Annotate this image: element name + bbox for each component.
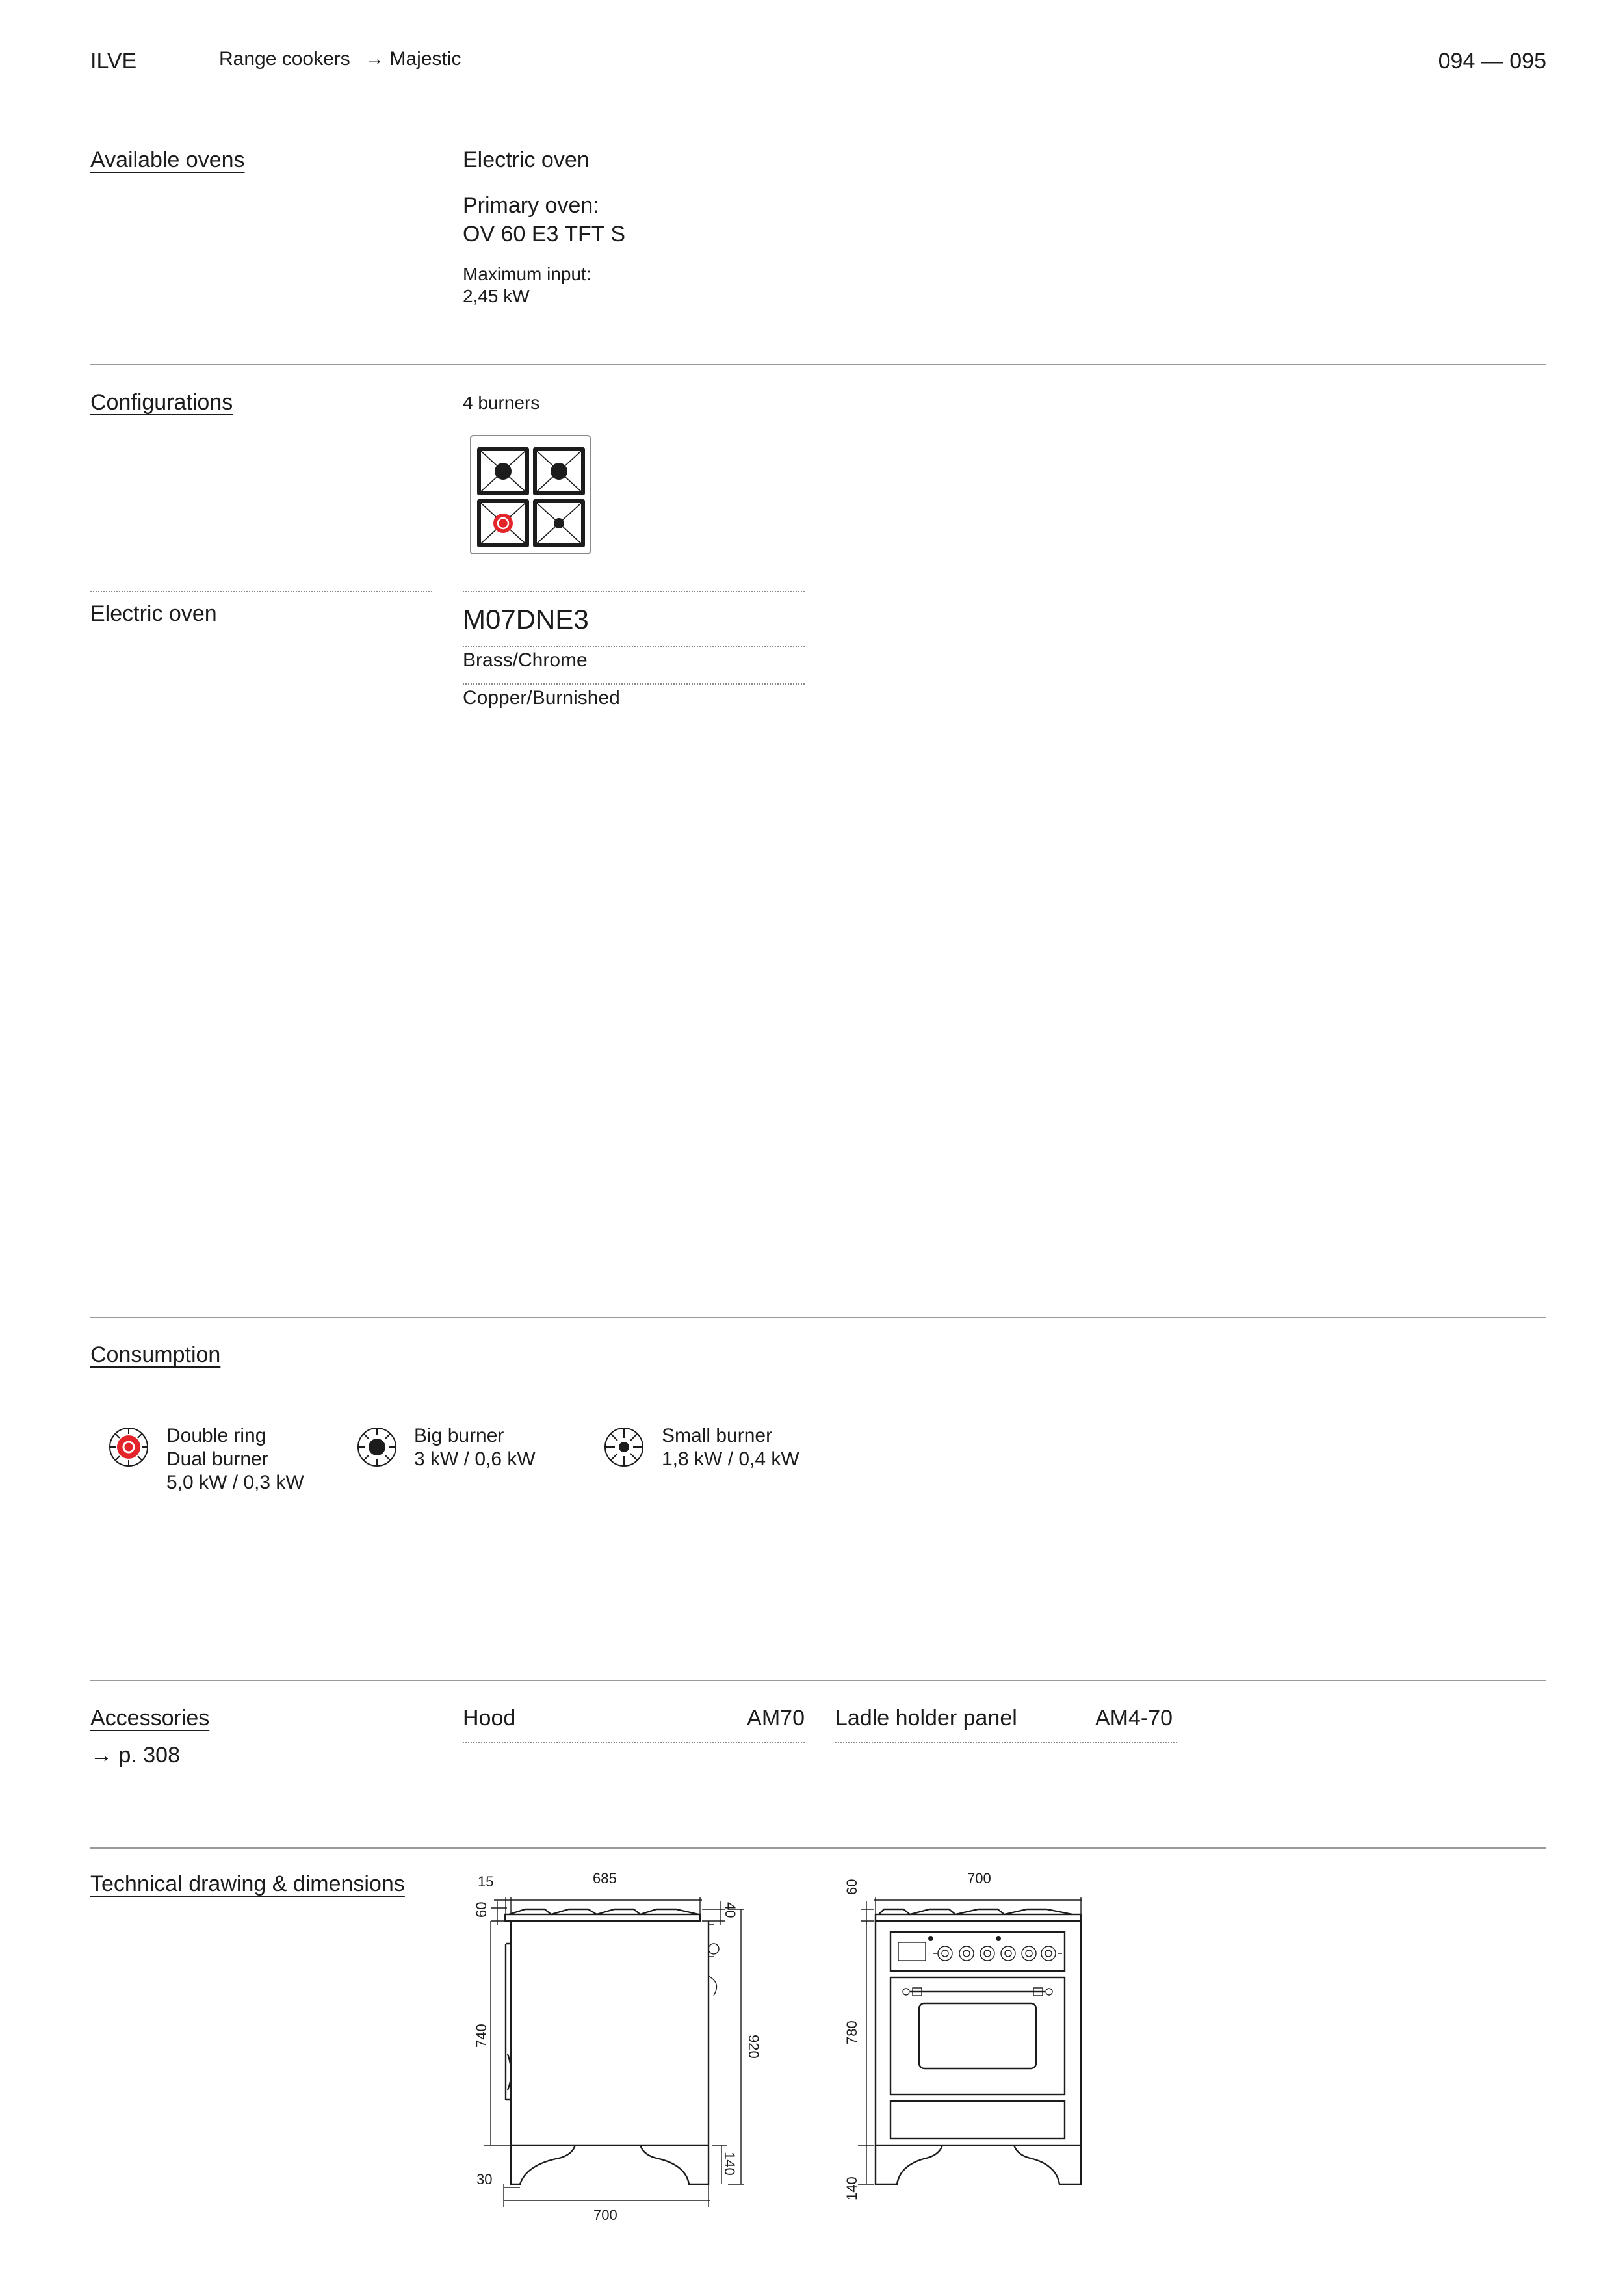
consumption-item [662, 1424, 799, 1471]
accessory-code: AM70 [747, 1706, 805, 1730]
divider [90, 1847, 1546, 1849]
page-numbers: 094 — 095 [1438, 49, 1546, 73]
accessories-page-link[interactable]: → p. 308 [90, 1743, 180, 1768]
divider-dotted [90, 591, 432, 592]
accessory-item-ladle-holder[interactable] [835, 1704, 1177, 1732]
section-title-consumption: Consumption [90, 1342, 221, 1367]
maximum-input-label: Maximum input: [463, 264, 591, 284]
dim-label: 700 [593, 2207, 617, 2223]
primary-oven-label: Primary oven: [463, 193, 599, 218]
burner-power: 3 kW / 0,6 kW [414, 1448, 536, 1470]
divider-dotted [835, 1742, 1177, 1743]
primary-oven-value: OV 60 E3 TFT S [463, 222, 626, 246]
oven-type: Electric oven [463, 148, 590, 172]
big-burner-icon [356, 1426, 398, 1468]
dim-label: 740 [473, 2024, 489, 2048]
breadcrumb-section[interactable]: Range cookers [219, 48, 350, 70]
accessory-name: Hood [463, 1706, 516, 1730]
accessory-code: AM4-70 [1095, 1706, 1173, 1730]
dim-label: 780 [844, 2020, 860, 2044]
breadcrumb-page[interactable]: Majestic [389, 48, 461, 70]
accessory-item-hood[interactable] [463, 1704, 805, 1732]
divider-dotted [463, 1742, 805, 1743]
maximum-input-value: 2,45 kW [463, 286, 530, 306]
side-view-drawing [455, 1859, 767, 2230]
divider [90, 364, 1546, 365]
primary-oven [463, 191, 625, 248]
dim-label: 920 [746, 2035, 762, 2059]
section-title-accessories: Accessories [90, 1706, 210, 1730]
divider [90, 1317, 1546, 1318]
dim-label: 140 [721, 2152, 738, 2176]
section-title-configurations: Configurations [90, 390, 233, 415]
burner-name: Small burner [662, 1425, 773, 1446]
cooktop-4-burner-icon [469, 434, 593, 555]
model-code[interactable]: M07DNE3 [463, 604, 589, 634]
finish-option[interactable]: Copper/Burnished [463, 687, 620, 709]
divider-dotted [463, 591, 805, 592]
consumption-item [414, 1424, 536, 1471]
config-oven-label: Electric oven [90, 601, 217, 626]
dim-label: 30 [476, 2171, 493, 2187]
dim-label: 60 [844, 1879, 860, 1895]
burner-power: 1,8 kW / 0,4 kW [662, 1448, 799, 1470]
divider-dotted [463, 646, 805, 647]
brand-logo: ILVE [90, 49, 137, 73]
dim-label: 40 [722, 1902, 738, 1918]
breadcrumb [219, 47, 461, 71]
burner-power: 5,0 kW / 0,3 kW [166, 1472, 304, 1493]
burner-type: Dual burner [166, 1448, 268, 1470]
maximum-input [463, 263, 591, 307]
burner-name: Big burner [414, 1425, 504, 1446]
front-view-drawing [825, 1859, 1098, 2230]
burners-count: 4 burners [463, 393, 540, 413]
finish-option[interactable]: Brass/Chrome [463, 649, 588, 671]
dim-label: 685 [593, 1870, 617, 1886]
dim-label: 15 [478, 1873, 494, 1890]
dim-label: 60 [473, 1901, 489, 1918]
arrow-right-icon: → [365, 48, 385, 70]
consumption-item [166, 1424, 304, 1494]
dim-label: 140 [844, 2176, 860, 2200]
double-ring-burner-icon [108, 1426, 149, 1468]
section-title-technical-drawing: Technical drawing & dimensions [90, 1872, 405, 1896]
dim-label: 700 [967, 1870, 991, 1886]
divider-dotted [463, 683, 805, 685]
section-title-available-ovens: Available ovens [90, 148, 245, 172]
burner-name: Double ring [166, 1425, 266, 1446]
small-burner-icon [603, 1426, 645, 1468]
accessory-name: Ladle holder panel [835, 1706, 1017, 1730]
divider [90, 1680, 1546, 1681]
